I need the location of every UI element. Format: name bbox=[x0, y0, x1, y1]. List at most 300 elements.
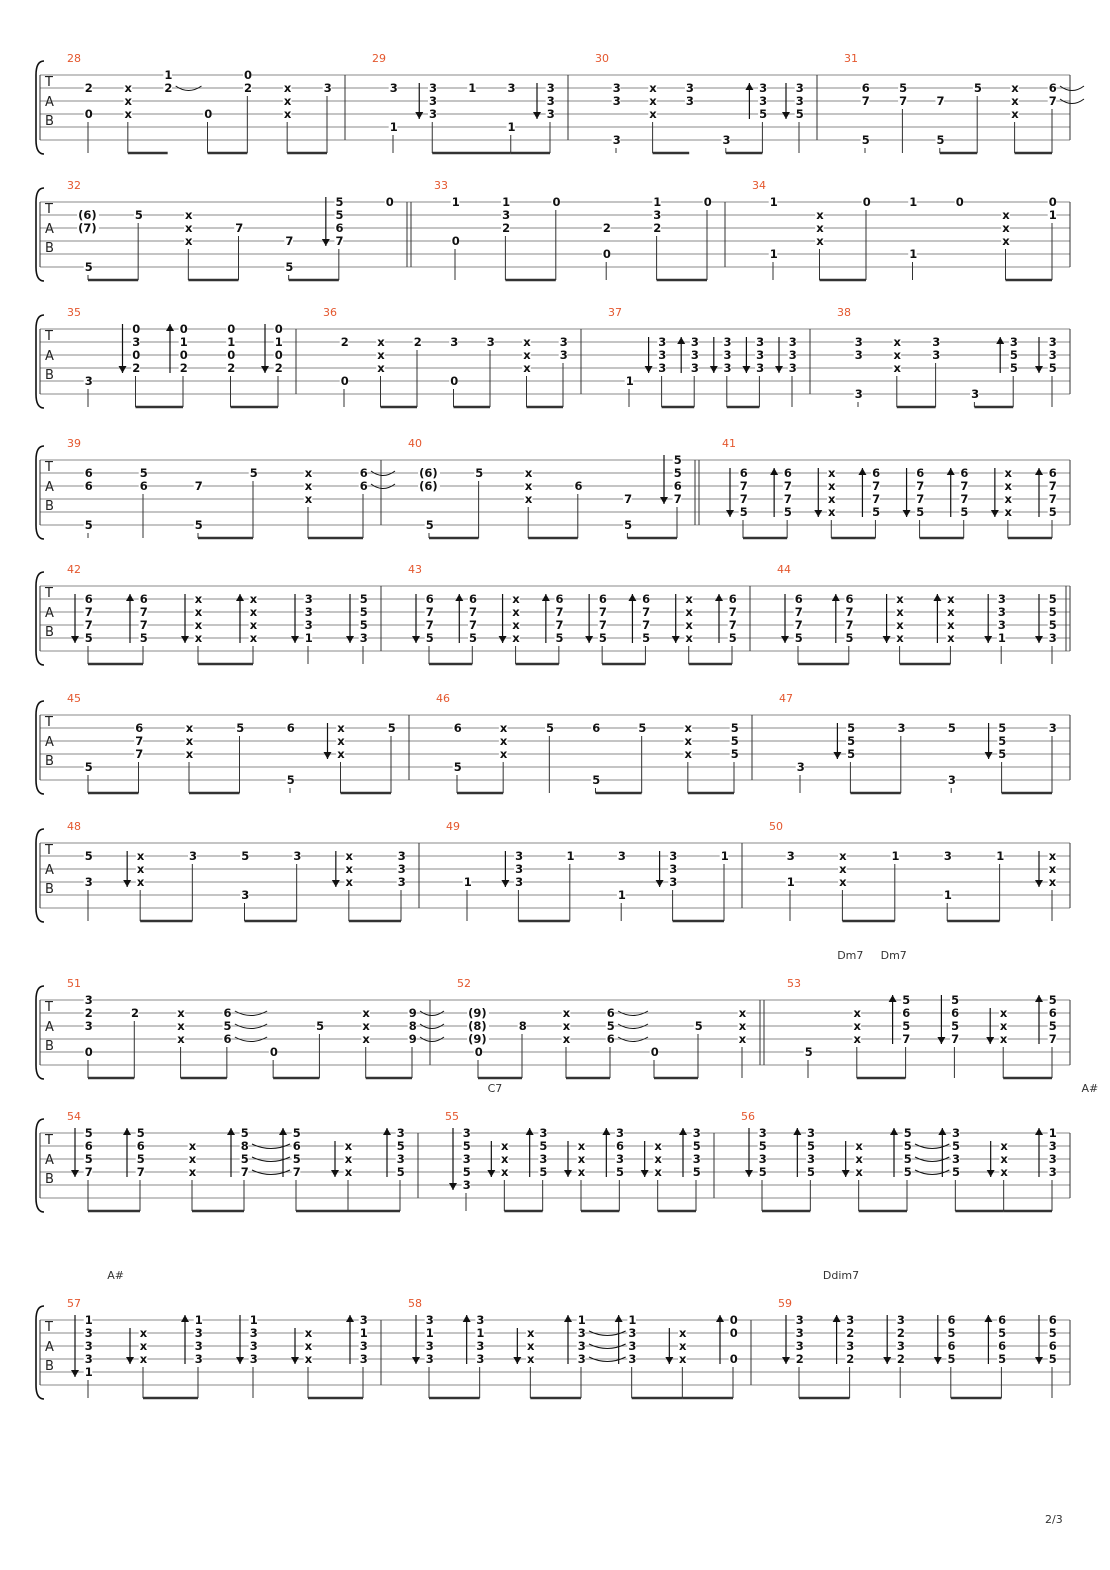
fret-number: 3 bbox=[997, 592, 1006, 606]
fret-number: x bbox=[524, 492, 533, 506]
arrow-head-icon bbox=[937, 1037, 945, 1044]
arrow-head-icon bbox=[324, 752, 332, 759]
beat-column bbox=[449, 335, 458, 407]
fret-number: 5 bbox=[240, 1152, 249, 1166]
fret-number: 3 bbox=[476, 1339, 485, 1353]
fret-number: x bbox=[344, 1165, 353, 1179]
arrow-head-icon bbox=[126, 1357, 134, 1364]
arrow-head-icon bbox=[564, 1170, 572, 1177]
fret-number: 3 bbox=[854, 335, 863, 349]
fret-number: 3 bbox=[194, 1339, 203, 1353]
beat-column bbox=[474, 466, 483, 538]
arrow-head-icon bbox=[679, 1128, 687, 1135]
beat-column bbox=[722, 133, 731, 153]
fret-number: 5 bbox=[952, 1165, 961, 1179]
fret-number: 1 bbox=[179, 335, 188, 349]
beat-column bbox=[188, 849, 197, 921]
tab-clef-letter: T bbox=[45, 75, 53, 90]
fret-number: 3 bbox=[795, 1339, 804, 1353]
fret-number: x bbox=[738, 1019, 747, 1033]
beat-column bbox=[184, 208, 193, 280]
fret-number: 0 bbox=[729, 1326, 738, 1340]
fret-number: x bbox=[345, 849, 353, 863]
fret-number: x bbox=[345, 875, 353, 889]
fret-number: 5 bbox=[136, 1152, 145, 1166]
fret-number: 5 bbox=[847, 721, 856, 735]
fret-number: 5 bbox=[1048, 993, 1057, 1007]
beat-column bbox=[533, 81, 555, 153]
fret-number: x bbox=[362, 1019, 370, 1033]
fret-number: 3 bbox=[546, 81, 555, 95]
fret-number: x bbox=[523, 348, 531, 362]
fret-number: 6 bbox=[84, 1139, 93, 1153]
tab-system bbox=[36, 306, 1070, 408]
arrow-head-icon bbox=[279, 1128, 287, 1135]
fret-number: 3 bbox=[932, 348, 941, 362]
beat-column bbox=[487, 1139, 509, 1211]
tie-arc bbox=[1060, 99, 1084, 104]
fret-number: 3 bbox=[515, 862, 524, 876]
beat-column bbox=[738, 1006, 747, 1078]
beat-column bbox=[585, 592, 607, 664]
fret-number: 1 bbox=[1048, 208, 1057, 222]
fret-number: 5 bbox=[947, 1326, 956, 1340]
beat-column bbox=[283, 81, 292, 153]
beat-column bbox=[842, 1139, 864, 1211]
fret-number: 0 bbox=[204, 107, 213, 121]
measure bbox=[67, 1297, 368, 1398]
fret-number: 1 bbox=[617, 888, 626, 902]
fret-number: 5 bbox=[546, 721, 555, 735]
beat-column bbox=[413, 335, 422, 407]
fret-number: 3 bbox=[359, 1339, 368, 1353]
fret-number: 2 bbox=[896, 1352, 905, 1366]
fret-number: 6 bbox=[947, 1339, 956, 1353]
fret-number: x bbox=[188, 1152, 197, 1166]
fret-number: 5 bbox=[692, 1139, 701, 1153]
fret-number: 6 bbox=[555, 592, 564, 606]
beat-column bbox=[359, 466, 395, 538]
fret-number: 3 bbox=[577, 1339, 586, 1353]
fret-number: 3 bbox=[293, 849, 302, 863]
fret-number: 2 bbox=[164, 81, 173, 95]
beat-column bbox=[726, 466, 748, 538]
fret-number: x bbox=[896, 618, 904, 632]
fret-number: 1 bbox=[625, 374, 634, 388]
measure bbox=[752, 179, 1057, 280]
tab-clef-letter: A bbox=[45, 480, 54, 495]
fret-number: 5 bbox=[359, 592, 368, 606]
beat-column bbox=[291, 1326, 313, 1398]
beat-column bbox=[650, 1045, 659, 1078]
beat-column bbox=[415, 81, 437, 153]
fret-number: 0 bbox=[451, 234, 460, 248]
fret-number: x bbox=[855, 1152, 863, 1166]
fret-number: 6 bbox=[998, 1339, 1007, 1353]
fret-number: x bbox=[839, 862, 847, 876]
measure-number: 46 bbox=[436, 692, 450, 705]
arrow-head-icon bbox=[383, 1128, 391, 1135]
beat-column bbox=[286, 721, 295, 793]
fret-number: 6 bbox=[960, 466, 969, 480]
fret-number: 8 bbox=[518, 1019, 527, 1033]
fret-number: x bbox=[499, 747, 508, 761]
fret-number: 6 bbox=[425, 592, 434, 606]
fret-number: 6 bbox=[286, 721, 295, 735]
fret-number: 3 bbox=[795, 1326, 804, 1340]
fret-number: 3 bbox=[249, 1326, 258, 1340]
arrow-head-icon bbox=[166, 324, 174, 331]
beat-column bbox=[898, 81, 907, 153]
measure-number: 30 bbox=[595, 52, 609, 65]
fret-number: 1 bbox=[1048, 1126, 1057, 1140]
fret-number: 7 bbox=[728, 618, 737, 632]
beat-column bbox=[324, 721, 346, 793]
fret-number: 3 bbox=[795, 81, 804, 95]
fret-number: x bbox=[684, 734, 692, 748]
arrow-head-icon bbox=[996, 337, 1004, 344]
fret-number: 0 bbox=[274, 348, 283, 362]
arrow-head-icon bbox=[564, 1315, 572, 1322]
fret-number: 3 bbox=[628, 1326, 637, 1340]
beat-column bbox=[467, 81, 476, 95]
measure bbox=[67, 179, 394, 280]
arrow-head-icon bbox=[745, 1170, 753, 1177]
fret-number: 3 bbox=[515, 875, 524, 889]
fret-number: 3 bbox=[846, 1339, 855, 1353]
fret-number: 3 bbox=[1009, 335, 1018, 349]
fret-number: (7) bbox=[78, 221, 97, 235]
fret-number: 3 bbox=[628, 1339, 637, 1353]
beat-column bbox=[240, 849, 249, 921]
beat-column bbox=[574, 479, 583, 538]
fret-number: 3 bbox=[952, 1152, 961, 1166]
beat-column bbox=[304, 466, 313, 538]
fret-number: 3 bbox=[84, 1326, 93, 1340]
beat-column bbox=[559, 335, 568, 407]
fret-number: 5 bbox=[539, 1165, 548, 1179]
fret-number: 1 bbox=[566, 849, 575, 863]
fret-number: 3 bbox=[846, 1313, 855, 1327]
measure-number: 43 bbox=[408, 563, 422, 576]
fret-number: 7 bbox=[1048, 479, 1057, 493]
fret-number: x bbox=[249, 631, 258, 645]
measure bbox=[741, 1110, 1057, 1211]
beat-column bbox=[838, 849, 847, 921]
measure bbox=[67, 692, 396, 793]
fret-number: 7 bbox=[845, 618, 854, 632]
fret-number: 2 bbox=[132, 361, 141, 375]
chord-name: C7 bbox=[487, 1082, 503, 1095]
chord-name: Dm7 bbox=[837, 949, 864, 962]
fret-number: x bbox=[1004, 466, 1012, 480]
fret-number: 0 bbox=[729, 1313, 738, 1327]
beat-column bbox=[397, 849, 406, 921]
fret-number: 3 bbox=[462, 1126, 471, 1140]
fret-number: 3 bbox=[241, 888, 250, 902]
fret-number: 5 bbox=[903, 1126, 912, 1140]
arrow-head-icon bbox=[660, 497, 668, 504]
beat-column bbox=[564, 1139, 586, 1211]
measure-number: 39 bbox=[67, 437, 81, 450]
beat-column bbox=[710, 335, 732, 407]
fret-number: x bbox=[1000, 1139, 1008, 1153]
measure bbox=[408, 1297, 738, 1398]
arrow-head-icon bbox=[1035, 1357, 1043, 1364]
arrow-head-icon bbox=[984, 636, 992, 643]
fret-number: 0 bbox=[132, 322, 141, 336]
fret-number: 3 bbox=[756, 348, 765, 362]
beat-column bbox=[832, 592, 854, 664]
arrow-head-icon bbox=[499, 636, 507, 643]
fret-number: 6 bbox=[794, 592, 803, 606]
fret-number: x bbox=[283, 107, 292, 121]
fret-number: 7 bbox=[739, 479, 748, 493]
fret-number: 1 bbox=[909, 247, 918, 261]
fret-number: x bbox=[501, 1139, 509, 1153]
fret-number: 7 bbox=[235, 221, 244, 235]
arrow-head-icon bbox=[628, 594, 636, 601]
fret-number: 3 bbox=[669, 875, 678, 889]
measure bbox=[411, 179, 712, 280]
fret-number: 7 bbox=[555, 618, 564, 632]
fret-number: 0 bbox=[227, 322, 236, 336]
arrow-head-icon bbox=[775, 366, 783, 373]
fret-number: 5 bbox=[903, 1165, 912, 1179]
beat-column bbox=[418, 466, 440, 538]
fret-number: x bbox=[855, 1139, 863, 1153]
arrow-head-icon bbox=[513, 1357, 521, 1364]
fret-number: 3 bbox=[546, 107, 555, 121]
beat-column bbox=[602, 221, 611, 280]
fret-number: 3 bbox=[1048, 1139, 1057, 1153]
fret-number: 3 bbox=[685, 94, 694, 108]
fret-number: 3 bbox=[997, 618, 1006, 632]
beat-column bbox=[181, 592, 203, 664]
fret-number: 3 bbox=[249, 1339, 258, 1353]
fret-number: 6 bbox=[139, 479, 148, 493]
fret-number: (9) bbox=[468, 1006, 487, 1020]
beat-column bbox=[361, 1006, 370, 1078]
tab-clef-letter: B bbox=[45, 499, 54, 514]
fret-number: 5 bbox=[139, 466, 148, 480]
measure-number: 45 bbox=[67, 692, 81, 705]
fret-number: 3 bbox=[425, 1339, 434, 1353]
arrow-head-icon bbox=[585, 636, 593, 643]
fret-number: 3 bbox=[396, 1126, 405, 1140]
beat-column bbox=[665, 1326, 687, 1398]
fret-number: 2 bbox=[846, 1352, 855, 1366]
measure bbox=[777, 563, 1066, 664]
fret-number: 7 bbox=[739, 492, 748, 506]
fret-number: 3 bbox=[577, 1326, 586, 1340]
beat-column bbox=[770, 466, 792, 538]
fret-number: x bbox=[188, 1139, 197, 1153]
fret-number: x bbox=[185, 208, 193, 222]
tab-system bbox=[36, 437, 1070, 539]
fret-number: 6 bbox=[84, 592, 93, 606]
fret-number: 6 bbox=[642, 592, 651, 606]
fret-number: 5 bbox=[807, 1165, 816, 1179]
measure bbox=[779, 692, 1057, 793]
fret-number: 5 bbox=[359, 618, 368, 632]
fret-number: x bbox=[249, 592, 258, 606]
measure-number: 35 bbox=[67, 306, 81, 319]
fret-number: 5 bbox=[425, 518, 434, 532]
beat-column bbox=[617, 849, 626, 921]
fret-number: 5 bbox=[952, 1139, 961, 1153]
fret-number: 1 bbox=[502, 195, 511, 209]
fret-number: 7 bbox=[783, 479, 792, 493]
fret-number: x bbox=[816, 221, 824, 235]
beat-column bbox=[985, 721, 1007, 793]
fret-number: 1 bbox=[227, 335, 236, 349]
fret-number: 0 bbox=[274, 322, 283, 336]
fret-number: 3 bbox=[897, 721, 906, 735]
arrow-head-icon bbox=[526, 1128, 534, 1135]
beat-column bbox=[1001, 208, 1010, 280]
fret-number: 5 bbox=[1009, 361, 1018, 375]
beat-column bbox=[332, 849, 354, 921]
fret-number: x bbox=[499, 721, 508, 735]
fret-number: 7 bbox=[84, 618, 93, 632]
fret-number: 3 bbox=[943, 849, 952, 863]
arrow-head-icon bbox=[123, 1128, 131, 1135]
beat-column bbox=[796, 760, 805, 793]
fret-number: 5 bbox=[249, 466, 258, 480]
beat-column bbox=[134, 721, 143, 793]
arrow-head-icon bbox=[71, 636, 79, 643]
fret-number: 3 bbox=[685, 81, 694, 95]
beat-column bbox=[648, 81, 657, 153]
fret-number: 5 bbox=[425, 631, 434, 645]
fret-number: 3 bbox=[612, 81, 621, 95]
fret-number: 3 bbox=[304, 605, 313, 619]
fret-number: x bbox=[1000, 1152, 1008, 1166]
beat-column bbox=[124, 81, 133, 153]
tab-clef-letter: A bbox=[45, 1153, 54, 1168]
fret-number: 5 bbox=[285, 260, 294, 274]
beat-column bbox=[645, 335, 667, 407]
fret-number: 5 bbox=[241, 849, 250, 863]
tab-clef-letter: T bbox=[45, 329, 53, 344]
fret-number: 6 bbox=[136, 1139, 145, 1153]
fret-number: 5 bbox=[998, 734, 1007, 748]
beat-column bbox=[284, 234, 293, 280]
beat-column bbox=[853, 1006, 862, 1078]
fret-number: x bbox=[1011, 81, 1019, 95]
fret-number: 7 bbox=[902, 1032, 911, 1046]
tab-clef-letter: B bbox=[45, 1359, 54, 1374]
fret-number: 3 bbox=[692, 1152, 701, 1166]
fret-number: x bbox=[362, 1032, 370, 1046]
fret-number: 7 bbox=[872, 479, 881, 493]
fret-number: 3 bbox=[425, 1352, 434, 1366]
fret-number: 3 bbox=[947, 773, 956, 787]
fret-number: 3 bbox=[759, 94, 768, 108]
beat-column bbox=[991, 466, 1013, 538]
fret-number: 6 bbox=[135, 721, 144, 735]
fret-number: x bbox=[524, 466, 533, 480]
fret-number: 7 bbox=[555, 605, 564, 619]
fret-number: 3 bbox=[616, 1152, 625, 1166]
fret-number: 0 bbox=[179, 322, 188, 336]
fret-number: 6 bbox=[951, 1006, 960, 1020]
fret-number: x bbox=[1048, 862, 1057, 876]
fret-number: 5 bbox=[947, 1352, 956, 1366]
measure bbox=[457, 977, 747, 1078]
arrow-head-icon bbox=[322, 239, 330, 246]
beat-column bbox=[134, 208, 143, 280]
fret-number: 6 bbox=[1048, 1313, 1057, 1327]
fret-number: 3 bbox=[669, 849, 678, 863]
beat-column bbox=[672, 592, 694, 664]
fret-number: 2 bbox=[413, 335, 422, 349]
fret-number: 2 bbox=[502, 221, 511, 235]
fret-number: x bbox=[194, 618, 203, 632]
fret-number: 1 bbox=[468, 81, 477, 95]
fret-number: x bbox=[896, 631, 904, 645]
beat-column bbox=[775, 335, 797, 407]
fret-number: 6 bbox=[453, 721, 462, 735]
beat-column bbox=[340, 335, 349, 407]
fret-number: x bbox=[124, 94, 132, 108]
tab-clef-letter: B bbox=[45, 241, 54, 256]
fret-number: 3 bbox=[462, 1178, 471, 1192]
fret-number: 5 bbox=[598, 631, 607, 645]
fret-number: 3 bbox=[952, 1126, 961, 1140]
arrow-head-icon bbox=[126, 594, 134, 601]
fret-number: 5 bbox=[998, 1352, 1007, 1366]
beat-column bbox=[542, 592, 564, 664]
fret-number: 7 bbox=[794, 618, 803, 632]
fret-number: 7 bbox=[642, 605, 651, 619]
beat-column bbox=[123, 849, 145, 921]
arrow-head-icon bbox=[883, 1357, 891, 1364]
fret-number: x bbox=[304, 1352, 313, 1366]
measure-number: 36 bbox=[323, 306, 337, 319]
fret-number: 2 bbox=[795, 1352, 804, 1366]
arrow-head-icon bbox=[716, 1315, 724, 1322]
fret-number: 5 bbox=[903, 1152, 912, 1166]
beat-column bbox=[408, 1006, 444, 1078]
fret-number: 5 bbox=[1048, 1352, 1057, 1366]
fret-number: 6 bbox=[84, 466, 93, 480]
beat-column bbox=[499, 721, 508, 793]
fret-number: x bbox=[893, 335, 901, 349]
fret-number: 6 bbox=[947, 1313, 956, 1327]
fret-number: 7 bbox=[425, 605, 434, 619]
fret-number: 1 bbox=[996, 849, 1005, 863]
fret-number: 5 bbox=[453, 760, 462, 774]
fret-number: 5 bbox=[947, 721, 956, 735]
fret-number: 5 bbox=[730, 721, 739, 735]
fret-number: 7 bbox=[139, 605, 148, 619]
beat-column bbox=[1035, 849, 1057, 921]
beat-column bbox=[331, 1139, 353, 1211]
fret-number: 6 bbox=[606, 1032, 615, 1046]
fret-number: 3 bbox=[653, 208, 662, 222]
fret-number: 0 bbox=[450, 374, 459, 388]
measure-number: 54 bbox=[67, 1110, 81, 1123]
beat-column bbox=[804, 1045, 813, 1078]
beat-column bbox=[518, 1019, 527, 1078]
arrow-head-icon bbox=[181, 1315, 189, 1322]
beat-column bbox=[291, 592, 313, 664]
fret-number: 5 bbox=[1009, 348, 1018, 362]
fret-number: 5 bbox=[1048, 361, 1057, 375]
fret-number: 3 bbox=[425, 1313, 434, 1327]
